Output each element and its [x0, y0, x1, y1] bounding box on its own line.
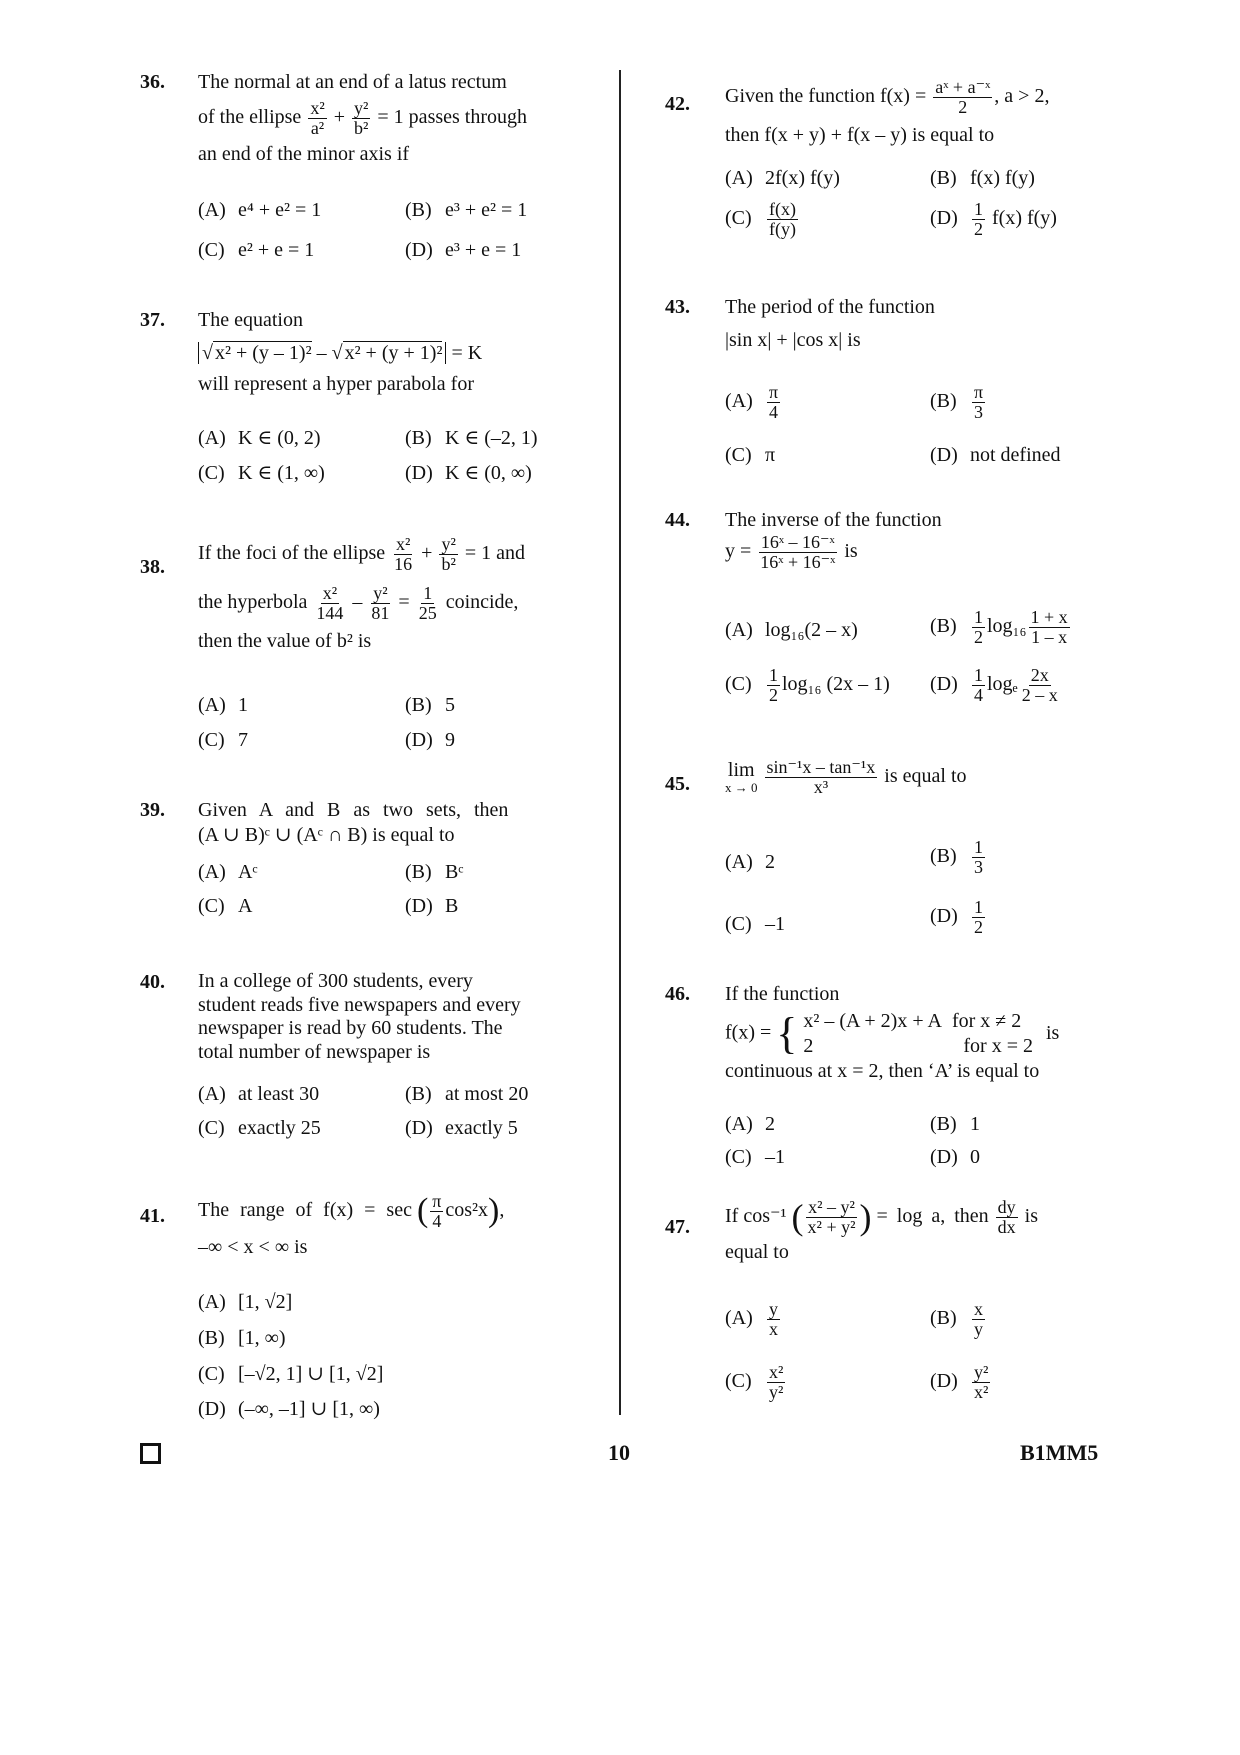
option-a: (A) log₁₆(2 – x)	[725, 619, 858, 641]
corner-square-mark	[140, 1443, 161, 1464]
question-text: –∞ < x < ∞ is	[198, 1235, 308, 1258]
option-b: (B) K ∈ (–2, 1)	[405, 427, 538, 449]
option-d: (D) e³ + e = 1	[405, 239, 522, 261]
question-text: then the value of b² is	[198, 629, 372, 652]
fraction: $\frac{2x}{2 - x}$	[1021, 665, 1058, 705]
question-text: The normal at an end of a latus rectum	[198, 71, 507, 93]
fraction: $\frac{\text{x²}}{144}$	[316, 582, 344, 623]
question-42	[665, 78, 1105, 258]
option-c: (C) K ∈ (1, ∞)	[198, 462, 325, 484]
option-c: (C) [–√2, 1] ∪ [1, √2]	[198, 1363, 384, 1385]
option-d: (D) $\frac{\text{y²}}{\text{x²}}$	[930, 1362, 989, 1402]
question-47	[665, 1195, 1105, 1430]
page-number: 10	[608, 1440, 630, 1465]
question-number: 45.	[665, 773, 690, 795]
option-c: (C) e² + e = 1	[198, 239, 315, 261]
question-text: (A ∪ B)ᶜ ∪ (Aᶜ ∩ B) is equal to	[198, 824, 455, 846]
option-b: (B) 1	[930, 1113, 980, 1135]
question-text: Given the function f(x) = $\frac{\text{aˣ + a⁻ˣ}}{2}$ , a > 2,	[725, 77, 1050, 117]
option-a: (A) $\frac{y}{x}$	[725, 1299, 778, 1339]
option-d: (D) B	[405, 895, 459, 917]
question-number: 46.	[665, 983, 690, 1005]
question-number: 47.	[665, 1216, 690, 1238]
question-text: The range of f(x) = sec ( $\frac{\pi}{4}$ cos²x),	[198, 1190, 505, 1231]
fraction: $\frac{1}{2}$	[974, 607, 983, 647]
option-a: (A) 2f(x) f(y)	[725, 167, 840, 189]
option-a: (A) e⁴ + e² = 1	[198, 199, 322, 221]
fraction: $\frac{1}{4}$	[974, 665, 983, 705]
option-c: (C) π	[725, 444, 776, 466]
question-36	[140, 70, 600, 270]
question-text: In a college of 300 students, every	[198, 970, 473, 992]
option-d: (D) exactly 5	[405, 1117, 518, 1139]
option-d: (D) $\frac{1}{2}$	[930, 897, 983, 937]
fraction: $\frac{1}{2}$	[769, 665, 778, 705]
question-44	[665, 508, 1105, 723]
question-text: The equation	[198, 309, 303, 331]
option-c: (C) $\frac{\text{x²}}{\text{y²}}$	[725, 1362, 784, 1402]
question-text: equal to	[725, 1241, 789, 1263]
question-number: 41.	[140, 1205, 165, 1227]
question-equation: lim x → 0 $\frac{\text{sin⁻¹x – tan⁻¹x}}{\text{x³}}$ is equal to	[725, 757, 967, 797]
question-text: newspaper is read by 60 students. The	[198, 1017, 503, 1040]
option-c: (C) $\frac{f(x)}{f(y)}$	[725, 199, 796, 239]
fraction: $\frac{\pi}{4}$	[769, 382, 779, 422]
option-b: (B) at most 20	[405, 1083, 529, 1105]
option-a: (A) $\frac{\pi}{4}$	[725, 382, 779, 422]
option-b: (B) $\frac{1}{2}$ log₁₆ $\frac{1 + x}{1 - x}$	[930, 607, 1068, 647]
question-number: 42.	[665, 93, 690, 115]
fraction: $\frac{\text{y²}}{\text{b²}}$	[354, 98, 369, 138]
question-text: the hyperbola $\frac{\text{x²}}{144}$ – $\frac{\text{y²}}{81}$ = $\frac{1}{25}$ coincide,	[198, 582, 519, 623]
option-b: (B) $\frac{\pi}{3}$	[930, 382, 984, 422]
fraction: $\frac{\text{x²}}{\text{y²}}$	[769, 1362, 784, 1402]
fraction: $\frac{\text{sin⁻¹x – tan⁻¹x}}{\text{x³}}$	[766, 757, 876, 797]
option-c: (C) 7	[198, 729, 248, 751]
fraction: $\frac{\text{x²}}{16}$	[394, 534, 413, 574]
question-37	[140, 308, 600, 488]
option-d: (D) 9	[405, 729, 455, 751]
question-text: If the foci of the ellipse $\frac{\text{x²}}{16}$ + $\frac{\text{y²}}{\text{b²}}$ = 1 and	[198, 534, 525, 574]
option-a: (A) K ∈ (0, 2)	[198, 427, 321, 449]
option-b: (B) f(x) f(y)	[930, 167, 1035, 189]
fraction: $\frac{1 + x}{1 - x}$	[1030, 607, 1068, 647]
option-b: (B) 5	[405, 694, 455, 716]
fraction: $\frac{1}{2}$	[974, 897, 983, 937]
option-c: (C) $\frac{1}{2}$ log₁₆ (2x – 1)	[725, 665, 890, 705]
question-text: an end of the minor axis if	[198, 142, 410, 165]
booklet-code: B1MM5	[1020, 1440, 1099, 1465]
fraction: $\frac{1}{2}$	[974, 199, 983, 239]
question-number: 36.	[140, 71, 165, 93]
option-c: (C) –1	[725, 1146, 785, 1168]
question-equation: y = $\frac{\text{16ˣ – 16⁻ˣ}}{\text{16ˣ + 16⁻ˣ}}$ is	[725, 532, 858, 572]
question-number: 44.	[665, 509, 690, 531]
fraction: $\frac{\pi}{4}$	[432, 1190, 442, 1231]
question-number: 43.	[665, 296, 690, 318]
option-b: (B) e³ + e² = 1	[405, 199, 528, 221]
fraction: $\frac{\text{16ˣ – 16⁻ˣ}}{\text{16ˣ + 16⁻ˣ}}$	[760, 532, 836, 572]
question-46	[665, 982, 1105, 1172]
option-c: (C) –1	[725, 913, 785, 935]
option-b: (B) $\frac{x}{y}$	[930, 1299, 983, 1339]
option-c: (C) exactly 25	[198, 1117, 321, 1139]
question-text: of the ellipse $\frac{\text{x²}}{\text{a²}}$ + $\frac{\text{y²}}{\text{b²}}$ = 1 passes through	[198, 98, 528, 138]
option-a: (A) at least 30	[198, 1083, 320, 1105]
option-a: (A) Aᶜ	[198, 861, 258, 883]
question-text: student reads five newspapers and every	[198, 993, 521, 1016]
question-text: Given A and B as two sets, then	[198, 799, 509, 821]
option-a: (A) 2	[725, 851, 775, 873]
question-number: 37.	[140, 309, 165, 331]
fraction: $\frac{1}{3}$	[974, 837, 983, 877]
option-d: (D) not defined	[930, 444, 1061, 466]
fraction: $\frac{\text{x² – y²}}{\text{x² + y²}}$	[807, 1197, 856, 1237]
question-number: 39.	[140, 799, 165, 821]
fraction: $\frac{\pi}{3}$	[974, 382, 984, 422]
option-d: (D) $\frac{1}{4}$ logₑ $\frac{2x}{2 - x}$	[930, 665, 1058, 705]
question-text: total number of newspaper is	[198, 1040, 431, 1063]
question-text: The period of the function	[725, 296, 935, 318]
option-b: (B) Bᶜ	[405, 861, 464, 883]
option-b: (B) $\frac{1}{3}$	[930, 837, 983, 877]
question-43	[665, 295, 1105, 475]
option-d: (D) $\frac{1}{2}$ f(x) f(y)	[930, 199, 1057, 239]
option-c: (C) A	[198, 895, 253, 917]
question-text: The inverse of the function	[725, 509, 942, 531]
fraction: $\frac{x}{y}$	[974, 1299, 983, 1339]
option-a: (A) 2	[725, 1113, 775, 1135]
question-number: 38.	[140, 556, 165, 578]
option-a: (A) 1	[198, 694, 248, 716]
column-divider	[619, 70, 621, 1415]
fraction: $\frac{dy}{dx}$	[997, 1197, 1016, 1237]
question-text: If the function	[725, 983, 840, 1005]
fraction: $\frac{1}{25}$	[418, 582, 437, 623]
question-38	[140, 535, 600, 765]
option-d: (D) 0	[930, 1146, 980, 1168]
question-40	[140, 970, 600, 1145]
fraction: $\frac{\text{y²}}{\text{x²}}$	[974, 1362, 989, 1402]
option-d: (D) K ∈ (0, ∞)	[405, 462, 532, 484]
option-a: (A) [1, √2]	[198, 1291, 293, 1313]
question-number: 40.	[140, 971, 165, 993]
question-equation: √ x² + (y – 1)² – √ x² + (y + 1)² = K	[198, 341, 598, 366]
question-45	[665, 758, 1105, 948]
option-d: (D) (–∞, –1] ∪ [1, ∞)	[198, 1398, 380, 1420]
fraction: $\frac{\text{x²}}{\text{a²}}$	[310, 98, 325, 138]
question-39	[140, 798, 600, 928]
question-equation: f(x) = { x² – (A + 2)x + A for x ≠ 2 2 for x = 2 is	[725, 1009, 1060, 1058]
question-equation: If cos⁻¹ ( $\frac{\text{x² – y²}}{\text{x² + y²}}$ ) = log a, then $\frac{dy}{dx}$ is	[725, 1197, 1038, 1237]
option-b: (B) [1, ∞)	[198, 1327, 286, 1349]
fraction: $\frac{\text{y²}}{81}$	[371, 582, 390, 623]
question-text: |sin x| + |cos x| is	[725, 329, 861, 351]
fraction: $\frac{y}{x}$	[769, 1299, 778, 1339]
fraction: $\frac{\text{aˣ + a⁻ˣ}}{2}$	[935, 77, 991, 117]
question-text: continuous at x = 2, then ‘A’ is equal to	[725, 1060, 1040, 1082]
fraction: $\frac{f(x)}{f(y)}$	[769, 199, 796, 239]
question-text: then f(x + y) + f(x – y) is equal to	[725, 123, 995, 146]
question-41	[140, 1190, 600, 1430]
question-text: will represent a hyper parabola for	[198, 373, 474, 395]
fraction: $\frac{\text{y²}}{\text{b²}}$	[441, 534, 456, 574]
